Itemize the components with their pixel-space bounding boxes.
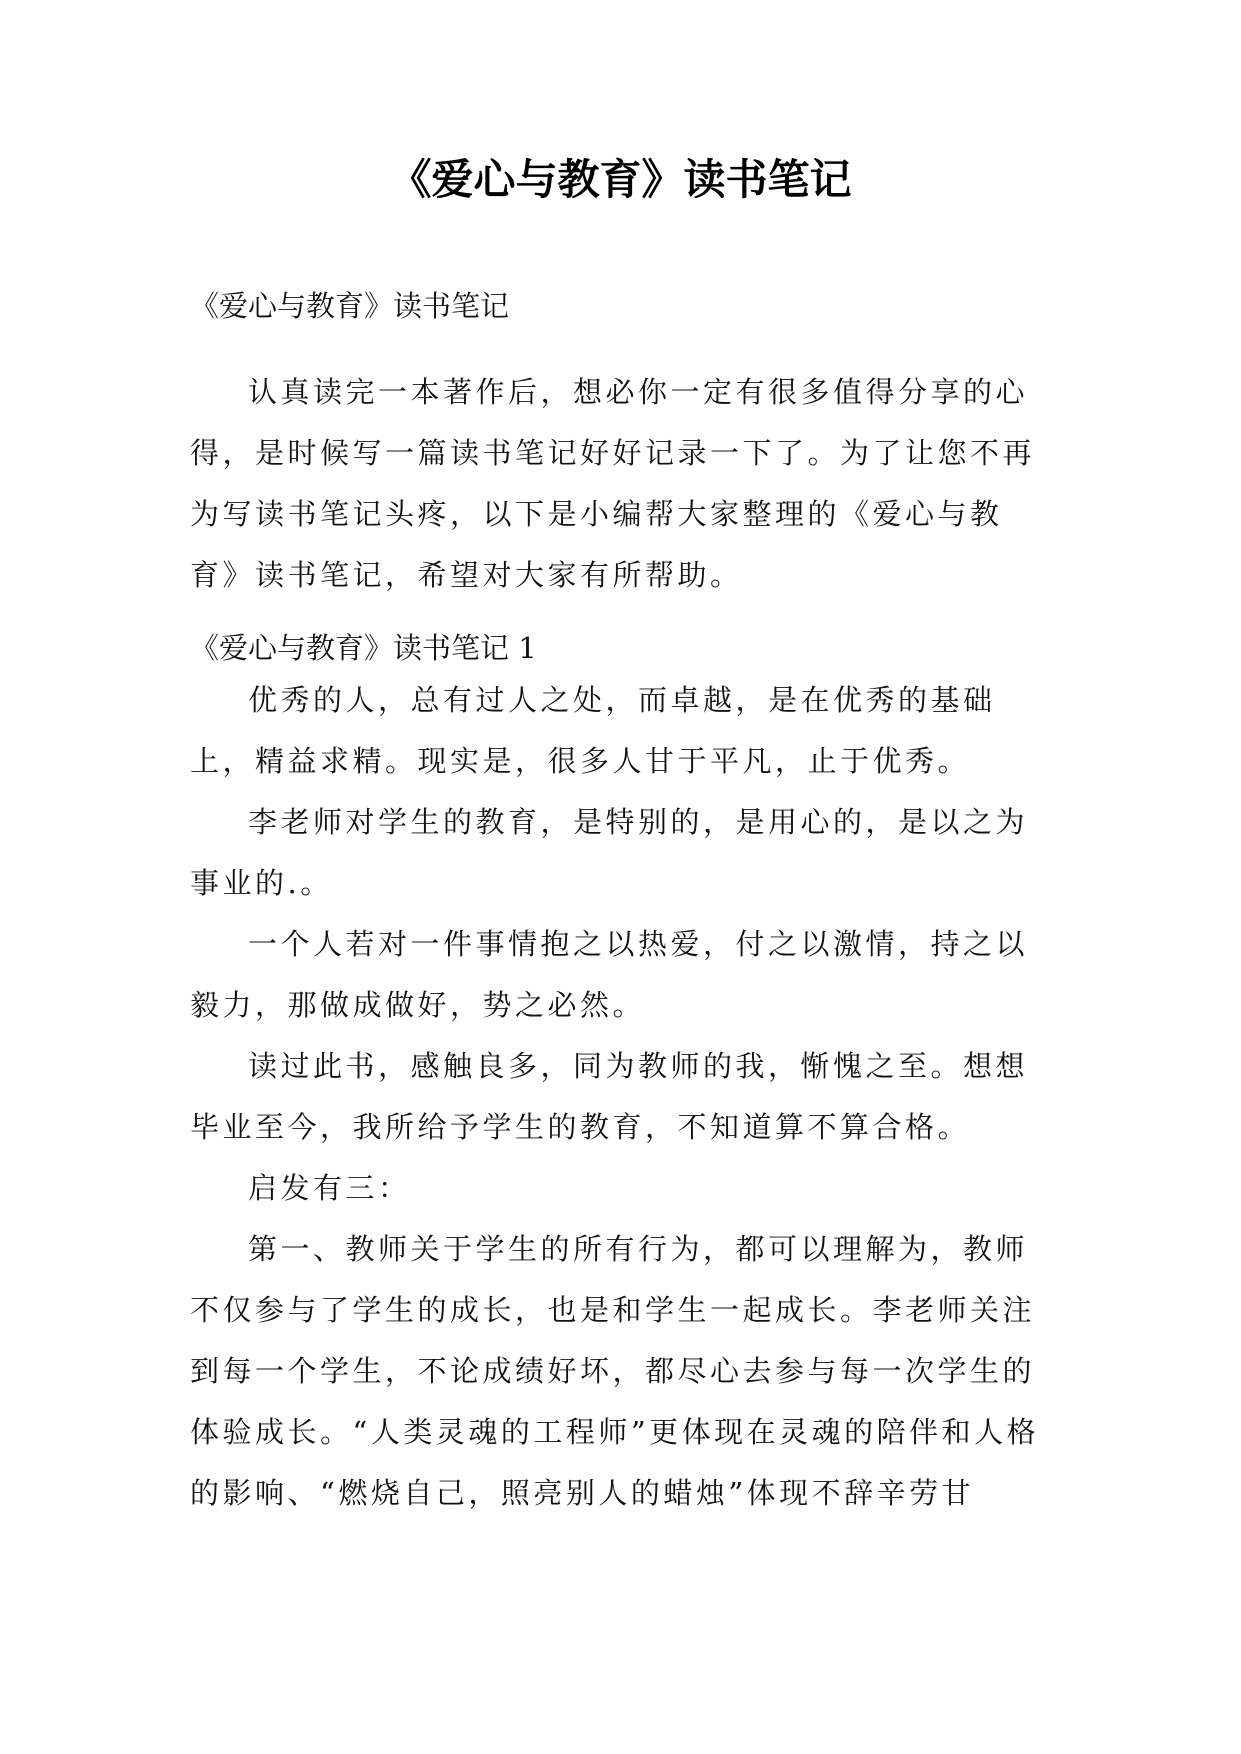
body-paragraph: 优秀的人，总有过人之处，而卓越，是在优秀的基础上，精益求精。现实是，很多人甘于平凡，止于优秀。 — [190, 683, 996, 778]
body-paragraph: 读过此书，感触良多，同为教师的我，惭愧之至。想想毕业至今，我所给予学生的教育，不知道算不算合格。 — [190, 1049, 1029, 1144]
body-paragraph: 李老师对学生的教育，是特别的，是用心的，是以之为事业的.。 — [190, 805, 1029, 900]
body-paragraph: 启发有三： — [248, 1171, 411, 1205]
document-title: 《爱心与教育》读书笔记 — [389, 155, 852, 204]
intro-block — [190, 362, 1050, 606]
intro-paragraph: 认真读完一本著作后，想必你一定有很多值得分享的心得，是时候写一篇读书笔记好好记录一下了。为了让您不再为写读书笔记头疼，以下是小编帮大家整理的《爱心与教育》读书笔记，希望对大家有所帮助。 — [190, 375, 1036, 592]
document-subtitle: 《爱心与教育》读书笔记 — [190, 289, 510, 323]
section-heading: 《爱心与教育》读书笔记 1 — [190, 631, 537, 665]
body-paragraph: 第一、教师关于学生的所有行为，都可以理解为，教师不仅参与了学生的成长，也是和学生一起成长。李老师关注到每一个学生，不论成绩好坏，都尽心去参与每一次学生的体验成长。“人类灵魂的工程师”更体现在灵魂的陪伴和人格的影响、“燃烧自己，照亮别人的蜡烛”体现不辞辛劳甘 — [190, 1232, 1040, 1510]
body-block — [190, 670, 1050, 1524]
body-paragraph: 一个人若对一件事情抱之以热爱，付之以激情，持之以毅力，那做成做好，势之必然。 — [190, 927, 1029, 1022]
